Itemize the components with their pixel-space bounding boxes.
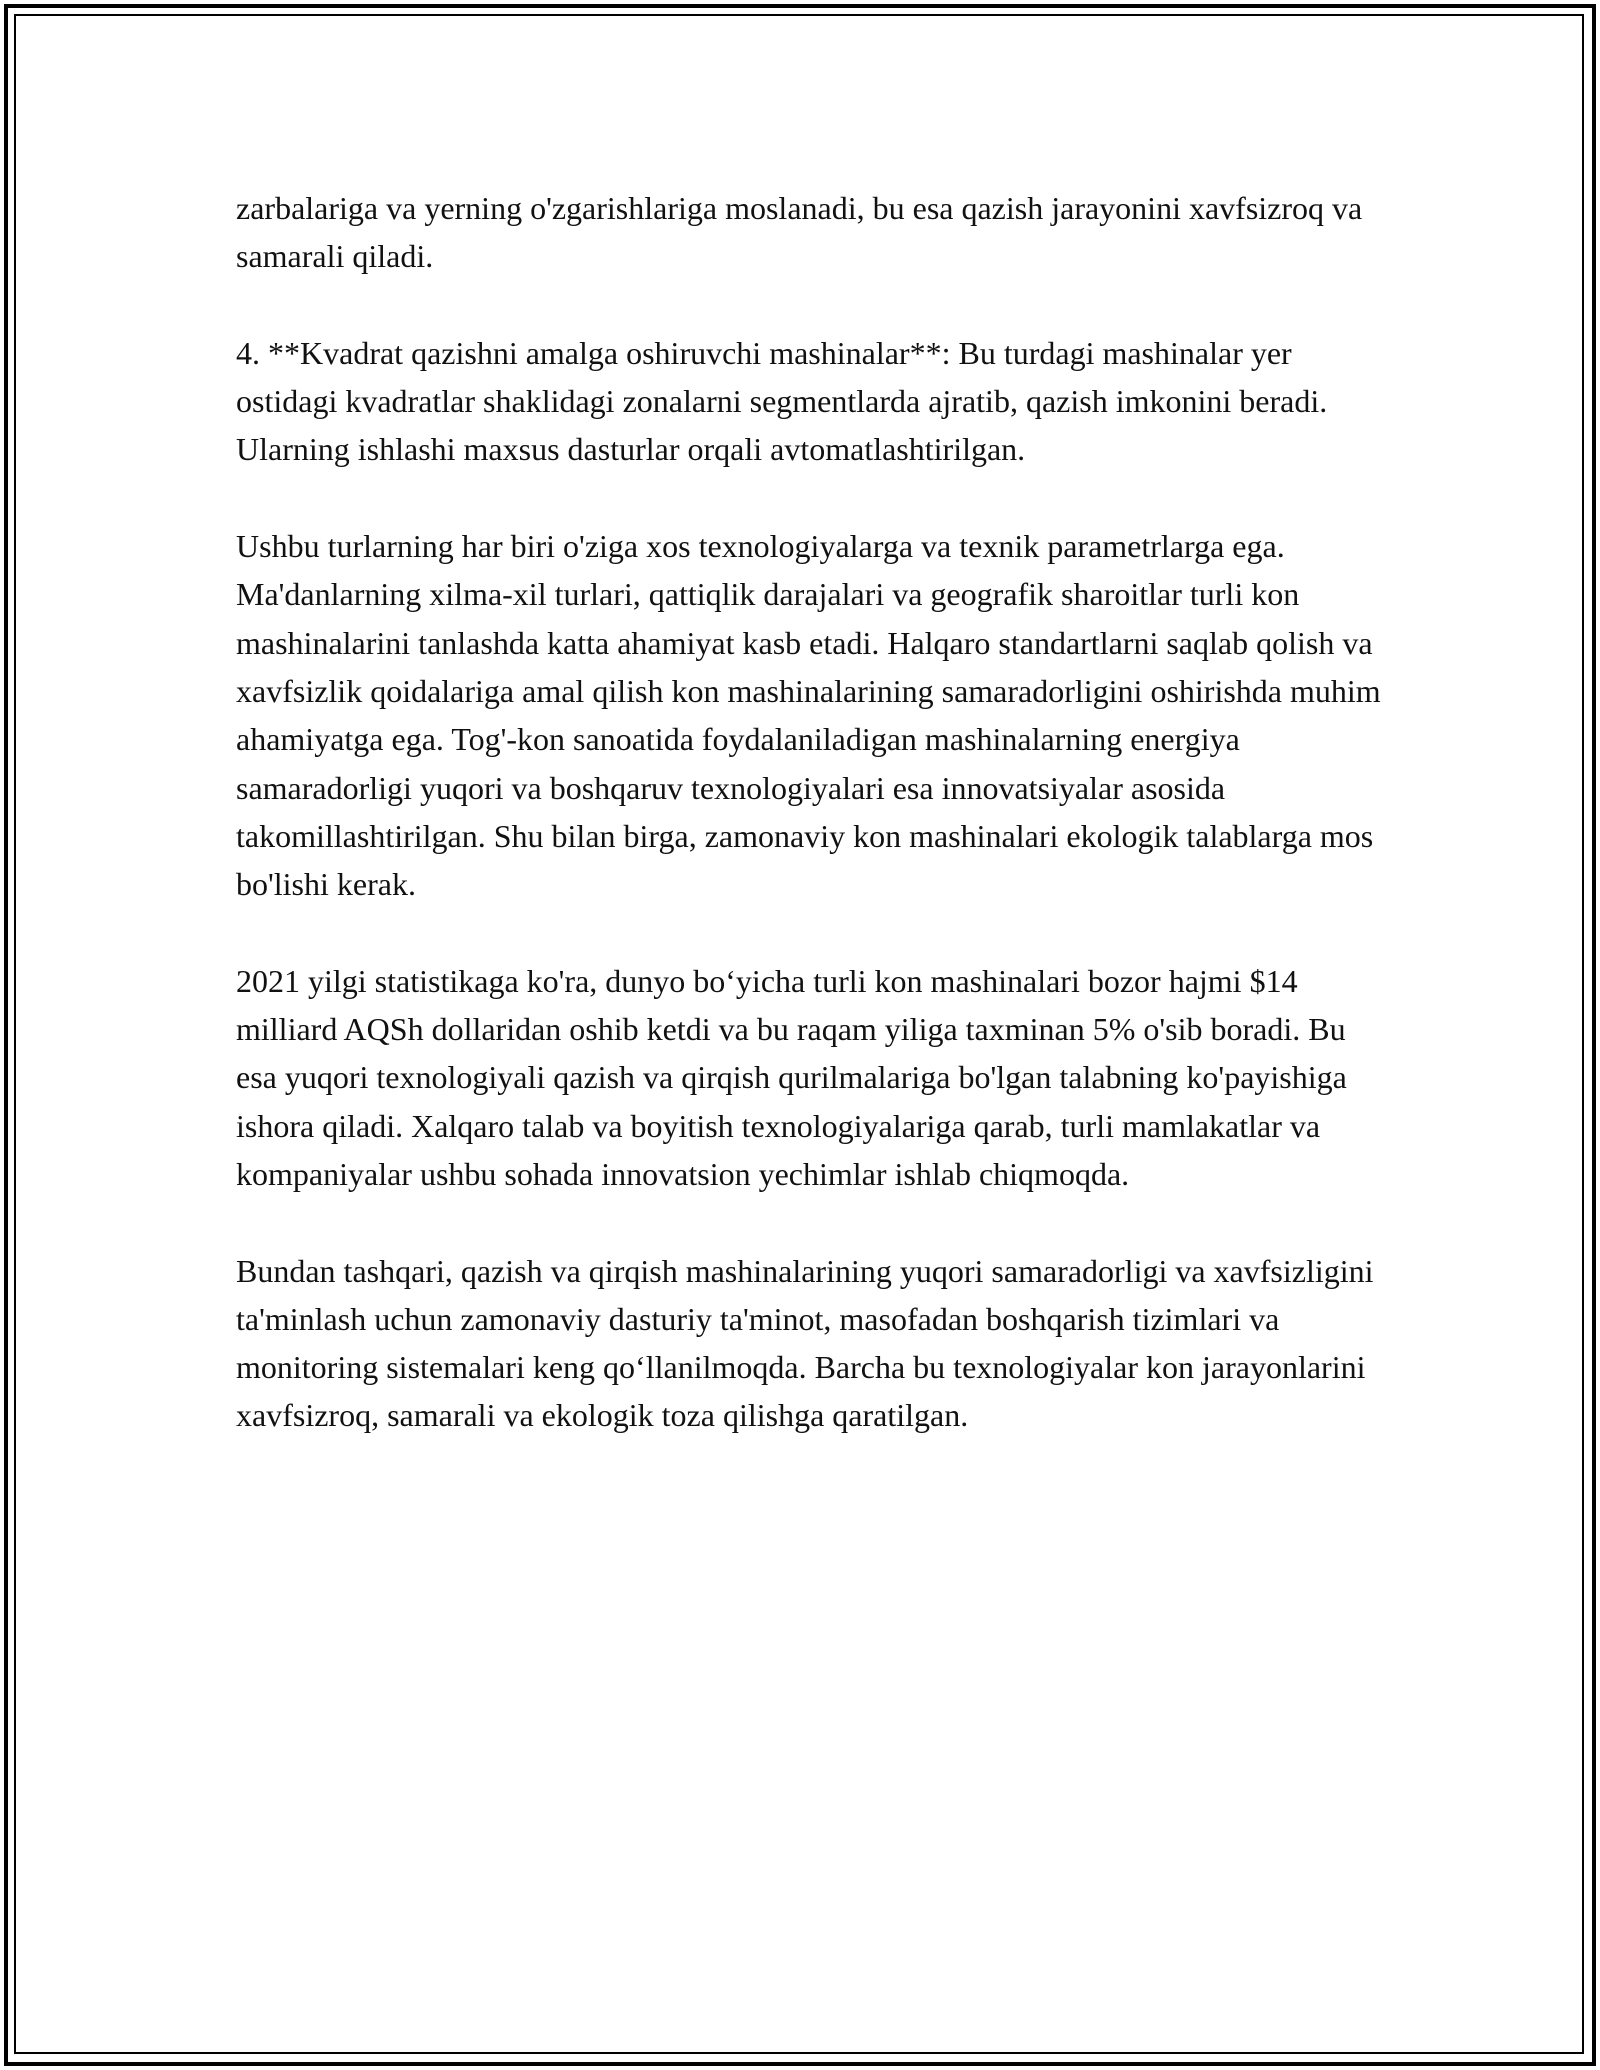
paragraph-statistics: 2021 yilgi statistikaga ko'ra, dunyo bo‘yicha turli kon mashinalari bozor hajmi $14 milliard AQSh dollaridan oshib ketdi va bu raqam yiliga taxminan 5% o'sib boradi. Bu esa yuqori texnologiyali qazish va qirqish qurilmalariga bo'lgan talabning ko'payishiga ishora qiladi. Xalqaro talab va boyitish texnologiyalariga qarab, turli mamlakatlar va kompaniyalar ushbu sohada innovatsion yechimlar ishlab chiqmoqda. xyxy=(236,962,1347,1192)
document-body xyxy=(236,184,1386,1488)
paragraph-item-4: 4. **Kvadrat qazishni amalga oshiruvchi mashinalar**: Bu turdagi mashinalar yer ostidagi kvadratlar shaklidagi zonalarni segmentlarda ajratib, qazish imkonini beradi. Ularning ishlashi maxsus dasturlar orqali avtomatlashtirilgan. xyxy=(236,334,1328,468)
paragraph-conclusion: Bundan tashqari, qazish va qirqish mashinalarining yuqori samaradorligi va xavfsizligini ta'minlash uchun zamonaviy dasturiy ta'minot, masofadan boshqarish tizimlari va monitoring sistemalari keng qo‘llanilmoqda. Barcha bu texnologiyalar kon jarayonlarini xavfsizroq, samarali va ekologik toza qilishga qaratilgan. xyxy=(236,1252,1374,1434)
paragraph-continuation: zarbalariga va yerning o'zgarishlariga moslanadi, bu esa qazish jarayonini xavfsizroq va samarali qiladi. xyxy=(236,190,1363,275)
paragraph-parameters: Ushbu turlarning har biri o'ziga xos texnologiyalarga va texnik parametrlarga ega. Ma'danlarning xilma-xil turlari, qattiqlik darajalari va geografik sharoitlar turli kon mashinalarini tanlashda katta ahamiyat kasb etadi. Halqaro standartlarni saqlab qolish va xavfsizlik qoidalariga amal qilish kon mashinalarining samaradorligini oshirishda muhim ahamiyatga ega. Tog'-kon sanoatida foydalaniladigan mashinalarning energiya samaradorligi yuqori va boshqaruv texnologiyalari esa innovatsiyalar asosida takomillashtirilgan. Shu bilan birga, zamonaviy kon mashinalari ekologik talablarga mos bo'lishi kerak. xyxy=(236,528,1381,903)
